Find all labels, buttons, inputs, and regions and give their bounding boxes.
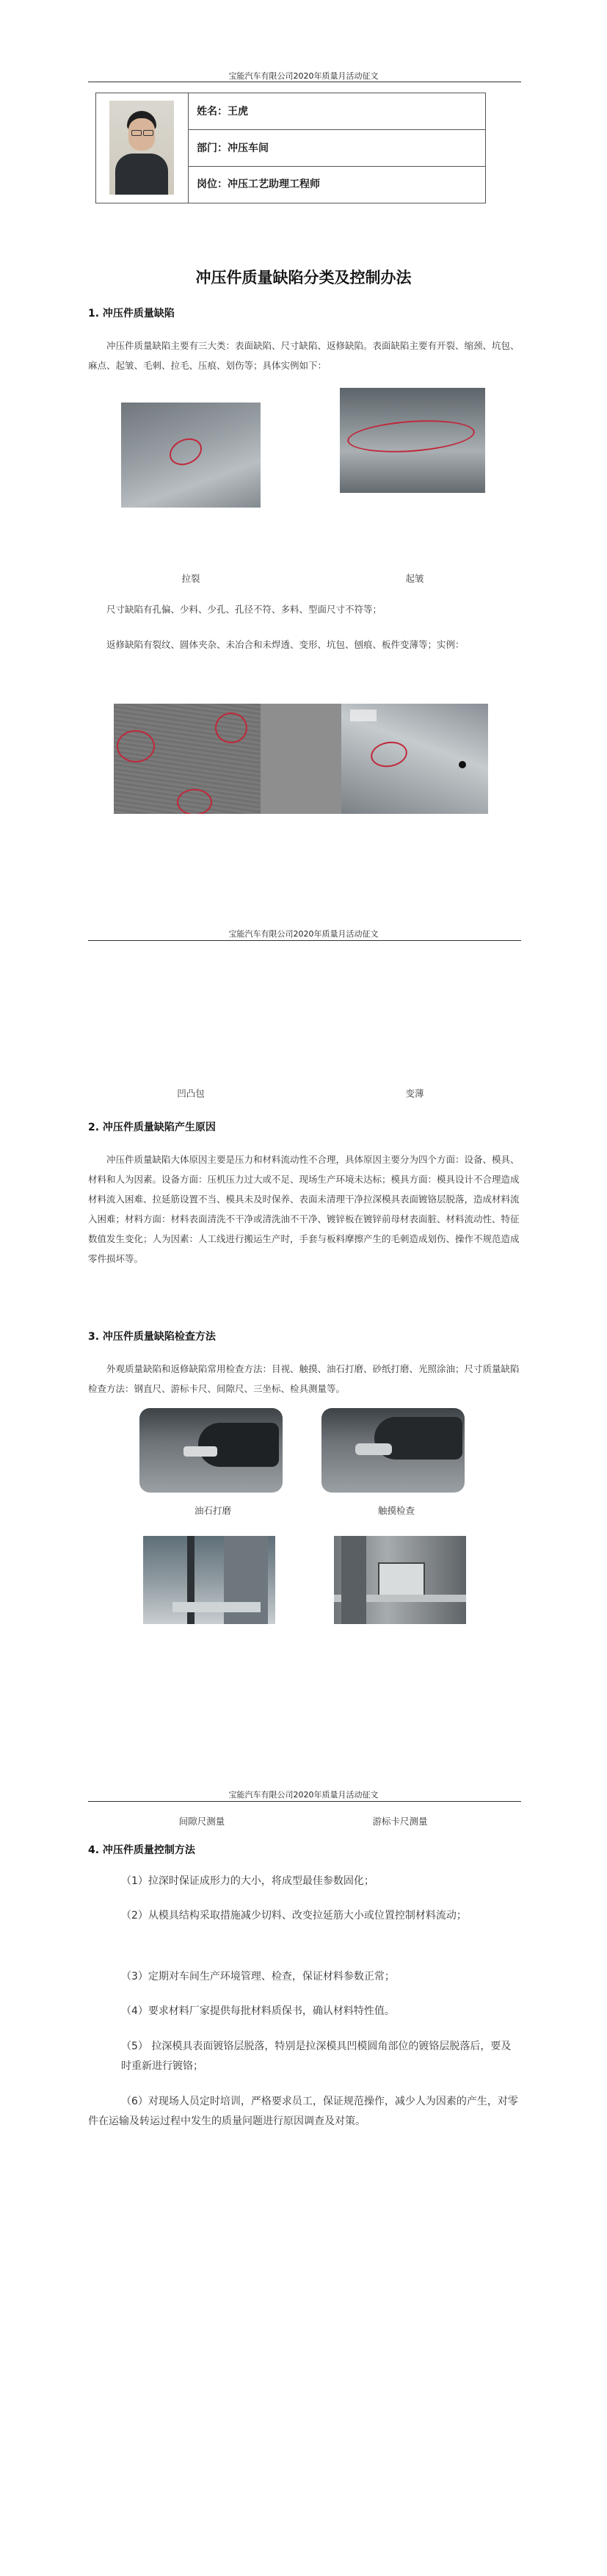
section3-para: 外观质量缺陷和返修缺陷常用检查方法：目视、触摸、油石打磨、砂纸打磨、光照涂油；尺寸质量缺陷检查方法：钢直尺、游标卡尺、间隙尺、三坐标、检具测量等。: [88, 1363, 520, 1394]
caption-crack: 拉裂: [181, 573, 200, 584]
page-header: 宝能汽车有限公司2020年质量月活动征文: [228, 1790, 379, 1800]
control-item-6: （6）对现场人员定时培训，严格要求员工，保证规范操作，减少人为因素的产生，对零件在运输及转运过程中发生的质量问题进行原因调查及对策。: [88, 2096, 518, 2127]
page-title: 冲压件质量缺陷分类及控制办法: [195, 269, 412, 286]
touch-check-image: [321, 1408, 465, 1493]
section2-para: 冲压件质量缺陷大体原因主要是压力和材料流动性不合理，具体原因主要分为四个方面：设备、模具、材料和人为因素。设备方面：压机压力过大或不足、现场生产环境未达标；模具方面：模具设计不合理造成材料流入困难、拉延筋设置不当、模具未及时保养、表面未清理干净拉深模具表面镀铬层脱落，造成材料流入困难；材料方面：材料表面清洗不干净或清洗油不干净、镀锌板在镀锌前母材表面脏、材料流动性、特征数值发生变化；人为因素：人工线进行搬运生产时，手套与板料摩擦产生的毛刺造成划伤、操作不规范造成零件损坏等。: [88, 1154, 520, 1264]
section1-para1: 冲压件质量缺陷主要有三大类：表面缺陷、尺寸缺陷、返修缺陷。表面缺陷主要有开裂、缩颈、坑包、麻点、起皱、毛刺、拉毛、压痕、划伤等；具体实例如下：: [88, 340, 520, 371]
gap-gauge-image: [143, 1536, 275, 1624]
caption-oilstone: 油石打磨: [194, 1505, 231, 1516]
control-item-5: （5） 拉深模具表面镀铬层脱落，特别是拉深模具凹模圆角部位的镀铬层脱落后，要及时重新进行镀铬；: [121, 2041, 512, 2072]
section-heading-2: 2. 冲压件质量缺陷产生原因: [88, 1122, 216, 1133]
crack-defect-image: [121, 403, 261, 508]
control-item-1: （1）拉深时保证成形力的大小，将成型最佳参数固化；: [121, 1875, 374, 1887]
profile-dept: 部门：冲压车间: [188, 130, 485, 167]
section-heading-4: 4. 冲压件质量控制方法: [88, 1844, 195, 1856]
profile-table: [95, 93, 486, 203]
page-header: 宝能汽车有限公司2020年质量月活动征文: [228, 929, 379, 939]
section-heading-3: 3. 冲压件质量缺陷检查方法: [88, 1331, 216, 1343]
caption-thin: 变薄: [405, 1088, 424, 1099]
control-item-3: （3）定期对车间生产环境管理、检查，保证材料参数正常；: [121, 1971, 395, 1982]
control-item-4: （4）要求材料厂家提供每批材料质保书，确认材料特性值。: [121, 2005, 395, 2017]
page-header: 宝能汽车有限公司2020年质量月活动征文: [228, 71, 379, 81]
profile-name: 姓名：王虎: [188, 93, 485, 130]
caliper-image: [334, 1536, 466, 1624]
caption-caliper: 游标卡尺测量: [372, 1816, 428, 1827]
header-rule: [88, 1801, 521, 1802]
avatar: [109, 101, 174, 195]
header-rule: [88, 940, 521, 941]
section-heading-1: 1. 冲压件质量缺陷: [88, 308, 175, 320]
profile-photo-cell: [96, 93, 189, 203]
caption-touch: 触摸检查: [377, 1505, 415, 1516]
section1-para3: 返修缺陷有裂纹、圆体夹杂、未冶合和未焊透、变形、坑包、刨痕、板件变薄等；实例：: [106, 639, 465, 650]
wrinkle-defect-image: [340, 388, 485, 493]
profile-post: 岗位：冲压工艺助理工程师: [197, 178, 320, 190]
caption-dent: 凹凸包: [177, 1088, 205, 1099]
gray-block-image: [261, 704, 341, 814]
control-item-2: （2）从模具结构采取措施减少切料、改变拉延筋大小或位置控制材料流动；: [121, 1910, 467, 1922]
section1-para2: 尺寸缺陷有孔偏、少料、少孔、孔径不符、多料、型面尺寸不符等；: [106, 604, 382, 615]
dent-defect-image: [114, 704, 261, 814]
caption-gap-gauge: 间隙尺测量: [178, 1816, 225, 1827]
oilstone-image: [139, 1408, 283, 1493]
caption-wrinkle: 起皱: [405, 573, 424, 584]
thinning-defect-image: [341, 704, 488, 814]
